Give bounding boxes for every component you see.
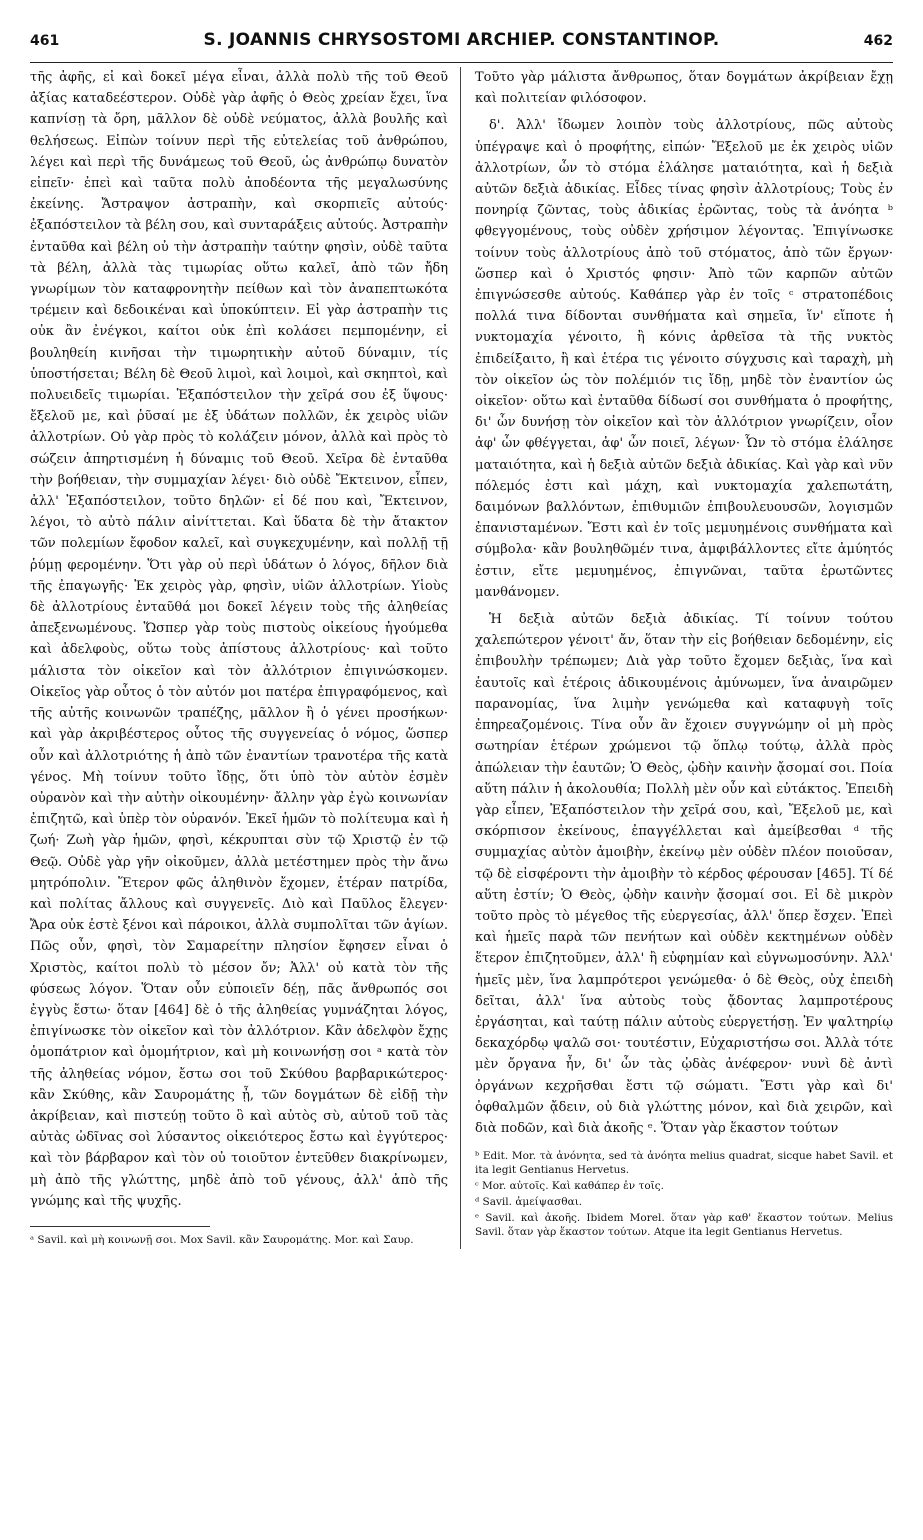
- page-header: [30, 30, 893, 63]
- right-footnotes: [475, 1149, 893, 1239]
- footnote-d: ᵈ Savil. ἀμείψασθαι.: [475, 1196, 583, 1209]
- right-paragraph-3: Ἡ δεξιὰ αὐτῶν δεξιὰ ἀδικίας. Τί τοίνυν τούτου χαλεπώτερον γένοιτ' ἄν, ὅταν τὴν εἰς βοήθειαν δεδομένην, εἰς ἐπιβουλὴν τρέπωμεν; Διὰ γὰρ τοῦτο ἔχομεν δεξιὰς, ἵνα καὶ ἑαυτοῖς καὶ ἑτέροις ἀδικουμένοις ἀμύνωμεν, ἵνα ἀναιρῶμεν παρανομίας, ἵνα λιμὴν γενώμεθα καὶ καταφυγὴ τοῖς ἐπηρεαζομένοις. Τίνα οὖν ἂν ἔχοιεν συγγνώμην οἱ μὴ πρὸς σωτηρίαν ἑτέρων χρώμενοι τῷ ὅπλῳ τούτῳ, ἀλλὰ πρὸς ἀπώλειαν τὴν ἑαυτῶν; Ὁ Θεὸς, ᾠδὴν καινὴν ᾄσομαί σοι. Ποία αὕτη πάλιν ἡ ἀκολουθία; Πολλὴ μὲν οὖν καὶ εὐτάκτος. Ἐπειδὴ γὰρ εἶπεν, Ἐξαπόστειλον τὴν χεῖρά σου, καὶ, Ἔξελοῦ με, καὶ σκόρπισον ἐκείνους, ἐπαγγέλλεται καὶ ἀμείβεσθαι ᵈ τῆς συμμαχίας αὐτὸν ἀμοιβὴν, ἐκείνῳ μὲν οὐδὲν πλέον ποιοῦσαν, τῷ δὲ εἰσφέροντι τὴν ἀμοιβὴν τὸ κέρδος φέρουσαν [465]. Τί δέ αὕτη ἐστίν; Ὁ Θεὸς, ᾠδὴν καινὴν ᾄσομαί σοι. Εἰ δὲ μικρὸν τοῦτο πρὸς τὸ μέγεθος τῆς εὐεργεσίας, ἀλλ' ὅπερ ἔσχεν. Ἐπεὶ καὶ ἡμεῖς παρὰ τῶν πενήτων καὶ οὐδὲν κεκτημένων οὐδὲν ἕτερον ἐπιζητοῦμεν, ἀλλ' ἢ εὐφημίαν καὶ εὐγνωμοσύνην. Ἀλλ' ἡμεῖς μὲν, ἵνα λαμπρότεροι γενώμεθα· ὁ δὲ Θεὸς, οὐχ ἐπειδὴ δεῖται, ἀλλ' ἵνα αὐτοὺς τοὺς ᾄδοντας λαμπροτέρους ἐργάσηται, καὶ ταύτῃ πάλιν αὐτοὺς εὐεργετήσῃ. Ἐν ψαλτηρίῳ δεκαχόρδῳ ψαλῶ σοι· τουτέστιν, Εὐχαριστήσω σοι. Ἀλλὰ τότε μὲν ὄργανα ἦν, δι' ὧν τὰς ᾠδὰς ἀνέφερον· νυνὶ δὲ ἀντὶ ὀργάνων κεχρῆσθαι ἔστι τῷ σώματι. Ἔστι γὰρ καὶ δι' ὀφθαλμῶν ᾄδειν, οὐ διὰ γλώττης μόνον, καὶ διὰ χειρῶν, καὶ διὰ ποδῶν, καὶ διὰ ἀκοῆς ᵉ. Ὅταν γὰρ ἕκαστον τούτων: [475, 612, 893, 1136]
- footnote-c: ᶜ Mor. αὐτοῖς. Καὶ καθάπερ ἐν τοῖς.: [475, 1180, 664, 1193]
- footnote-divider-left: [30, 1226, 210, 1227]
- right-paragraph-2: δ'. Ἀλλ' ἴδωμεν λοιπὸν τοὺς ἀλλοτρίους, πῶς αὐτοὺς ὑπέγραψε καὶ ὁ προφήτης, εἰπών· Ἔξελοῦ με ἐκ χειρὸς υἱῶν ἀλλοτρίων, ὧν τὸ στόμα ἐλάλησε ματαιότητα, καὶ ἡ δεξιὰ αὐτῶν δεξιὰ ἀδικίας. Εἶδες τίνας φησὶν ἀλλοτρίους; Τοὺς ἐν πονηρίᾳ ζῶντας, τοὺς ἀδικίας ἐρῶντας, τοὺς τὰ ἀνόητα ᵇ φθεγγομένους, τοὺς οὐδὲν χρήσιμον λέγοντας. Ἐπιγίνωσκε τοίνυν τοὺς ἀλλοτρίους ἀπὸ τοῦ στόματος, ἀπὸ τῶν ἔργων· ὥσπερ καὶ ὁ Χριστός φησιν· Ἀπὸ τῶν καρπῶν αὐτῶν ἐπιγνώσεσθε αὐτούς. Καθάπερ γὰρ ἐν τοῖς ᶜ στρατοπέδοις πολλά τινα δίδονται συνθήματα καὶ σημεῖα, ἵν' εἴποτε ἡ νυκτομαχία γένοιτο, ἢ κόνις ἀρθεῖσα τὰ τῆς νυκτὸς ἐπιδείξαιτο, ἢ καὶ ἑτέρα τις γένοιτο σύγχυσις καὶ ταραχὴ, μὴ τὸν οἰκεῖον ὡς τὸν πολέμιόν τις ἴδῃ, μηδὲ τὸν ἐναντίον ὡς οἰκεῖον· οὕτω καὶ ἐνταῦθα δίδωσί σοι συνθήματα ὁ προφήτης, δι' ὧν δυνήσῃ τὸν οἰκεῖον καὶ τὸν ἀλλότριον γνωρίζειν, οἷον ἀφ' ὧν φθέγγεται, ἀφ' ὧν ποιεῖ, λέγων· Ὧν τὸ στόμα ἐλάλησε ματαιότητα, καὶ ἡ δεξιὰ αὐτῶν δεξιὰ ἀδικίας. Καὶ γὰρ καὶ νῦν πόλεμός ἐστι καὶ μάχη, καὶ νυκτομαχία χαλεπωτάτη, δαιμόνων βαλλόντων, ἐπιθυμιῶν ἐπιβουλευουσῶν, λογισμῶν ἐπανισταμένων. Ἔστι καὶ ἐν τοῖς μεμυημένοις συνθήματα καὶ σύμβολα· κἂν βουληθῶμέν τινα, ἀμφιβάλλοντες εἴτε ἀμύητός ἐστιν, εἴτε μεμυημένος, ἐπιγνῶναι, ταῦτα ἐρωτῶντες μανθάνομεν.: [475, 118, 893, 600]
- two-column-body: [30, 67, 893, 1249]
- left-paragraph-1: τῆς ἀφῆς, εἰ καὶ δοκεῖ μέγα εἶναι, ἀλλὰ πολὺ τῆς τοῦ Θεοῦ ἀξίας καταδεέστερον. Οὐδὲ γὰρ ἀφῆς ὁ Θεὸς χρείαν ἔχει, ἵνα καπνίσῃ τὰ ὄρη, μᾶλλον δὲ οὐδὲ νεύματος, ἀλλὰ βουλῆς καὶ θελήσεως. Εἰπὼν τοίνυν περὶ τῆς εὐτελείας τοῦ ἀνθρώπου, λέγει καὶ περὶ τῆς δυνάμεως τοῦ Θεοῦ, ὡς ἀνθρώπῳ δυνατὸν εἰπεῖν· ἐπεὶ καὶ ταῦτα πολὺ ἀποδέοντα τῆς μεγαλωσύνης ἐκείνης. Ἄστραψον ἀστραπὴν, καὶ σκορπιεῖς αὐτούς· ἐξαπόστειλον τὰ βέλη σου, καὶ συνταράξεις αὐτούς. Ἀστραπὴν ἐνταῦθα καὶ βέλη οὐ τὴν ἀστραπὴν ταύτην φησὶν, οὐδὲ ταῦτα τὰ βέλη, ἀλλὰ τὰς τιμωρίας οὕτω καλεῖ, ἀπὸ τῶν ἤδη γνωρίμων τὸν καταφρονητὴν πείθων καὶ τὸν ἀναπεπτωκότα τρέμειν καὶ δεδοικέναι καὶ ὑποκύπτειν. Εἰ γὰρ ἀστραπὴν τις οὐκ ἂν ἐνέγκοι, καίτοι οὐκ ἐπὶ κολάσει πεμπομένην, εἰ βουληθείη κινῆσαι τὴν τιμωρητικὴν αὐτοῦ δύναμιν, τίς ὑποστήσεται; Βέλη δὲ Θεοῦ λιμοὶ, καὶ λοιμοὶ, καὶ σκηπτοὶ, καὶ πολυειδεῖς τιμωρίαι. Ἐξαπόστειλον τὴν χεῖρά σου ἐξ ὕψους· ἔξελοῦ με, καὶ ῥῦσαί με ἐξ ὑδάτων πολλῶν, ἐκ χειρὸς υἱῶν ἀλλοτρίων. Οὐ γὰρ πρὸς τὸ κολάζειν μόνον, ἀλλὰ καὶ πρὸς τὸ σώζειν ἀπηρτισμένη ἡ δύναμις τοῦ Θεοῦ. Χεῖρα δὲ ἐνταῦθα τὴν βοήθειαν, τὴν συμμαχίαν λέγει· διὸ οὐδὲ Ἔκτεινον, εἶπεν, ἀλλ' Ἐξαπόστειλον, τοῦτο δηλῶν· εἰ δέ που καὶ, Ἔκτεινον, λέγοι, τὸ αὐτὸ πάλιν αἰνίττεται. Καὶ ὕδατα δὲ τὴν ἄτακτον τῶν πολεμίων ἔφοδον καλεῖ, καὶ συγκεχυμένην, καὶ πολλῇ τῇ ῥύμῃ φερομένην. Ὅτι γὰρ οὐ περὶ ὑδάτων ὁ λόγος, δῆλον διὰ τῆς ἐπαγωγῆς· Ἐκ χειρὸς γὰρ, φησὶν, υἱῶν ἀλλοτρίων. Υἱοὺς δὲ ἀλλοτρίους ἐνταῦθά μοι δοκεῖ λέγειν τοὺς τῆς ἀληθείας ἀπεξενωμένους. Ὥσπερ γὰρ τοὺς πιστοὺς οἰκείους ἡγούμεθα καὶ ἀδελφοὺς, οὕτω τοὺς ἀπίστους ἀλλοτρίους· καὶ τοῦτο μάλιστα τὸν οἰκεῖον καὶ τὸν ἀλλότριον ἐπιγινώσκομεν. Οἰκεῖος γὰρ οὗτος ὁ τὸν αὐτόν μοι πατέρα ἐπιγραφόμενος, καὶ τῆς αὐτῆς κοινωνῶν τραπέζης, μᾶλλον ἢ ὁ γένει προσήκων· καὶ γὰρ ἀκριβέστερος οὗτος τῆς συγγενείας ὁ νόμος, ὥσπερ οὖν καὶ ἀλλοτριότης ἡ ἀπὸ τῶν ἐναντίων τρανοτέρα τῆς κατὰ γένος. Μὴ τοίνυν τοῦτο ἴδῃς, ὅτι ὑπὸ τὸν αὐτὸν ἐσμὲν οὐρανὸν καὶ τὴν αὐτὴν οἰκουμένην· ἄλλην γὰρ ἐγὼ κοινωνίαν ἐπιζητῶ, καὶ ὑπὲρ τὸν οὐρανόν. Ἐκεῖ ἡμῶν τὸ πολίτευμα καὶ ἡ ζωή· Ζωὴ γὰρ ἡμῶν, φησὶ, κέκρυπται σὺν τῷ Χριστῷ ἐν τῷ Θεῷ. Οὐδὲ γὰρ γῆν οἰκοῦμεν, ἀλλὰ μετέστημεν πρὸς τὴν ἄνω μητρόπολιν. Ἕτερον φῶς ἀληθινὸν ἔχομεν, ἑτέραν πατρίδα, καὶ πολίτας ἄλλους καὶ συγγενεῖς. Διὸ καὶ Παῦλος ἔλεγεν· Ἄρα οὐκ ἐστὲ ξένοι καὶ πάροικοι, ἀλλὰ συμπολῖται τῶν ἁγίων. Πῶς οὖν, φησὶ, τὸν Σαμαρείτην πλησίον ἔφησεν εἶναι ὁ Χριστὸς, καίτοι πολὺ τὸ μέσον ὄν; Ἀλλ' οὐ κατὰ τὸν τῆς φύσεως λόγον. Ὅταν οὖν εὐποιεῖν δέῃ, πᾶς ἄνθρωπός σοι ἐγγὺς ἔστω· ὅταν [464] δὲ ὁ τῆς ἀληθείας γυμνάζηται λόγος, ἐπιγίνωσκε τὸν οἰκεῖον καὶ τὸν ἀλλότριον. Κἂν ἀδελφὸν ἔχῃς ὁμοπάτριον καὶ ὁμομήτριον, καὶ μὴ κοινωνήσῃ σοι ᵃ κατὰ τὸν τῆς ἀληθείας νόμον, ἔστω σοι τοῦ Σκύθου βαρβαρικώτερος· κἂν Σκύθης, κἂν Σαυρομάτης ᾖ, τῶν δογμάτων δὲ εἰδῇ τὴν ἀκρίβειαν, καὶ πιστεύῃ τοῦτο ὃ καὶ αὐτὸς σὺ, αὐτοῦ τοῦ τὰς αὐτὰς ὠδῖνας σοὶ λύσαντος οἰκειότερος ἔστω καὶ ἐγγύτερος· καὶ τὸν βάρβαρον καὶ τὸν οὐ τοιοῦτον ἐντεῦθεν διακρίνωμεν, μὴ ἀπὸ τῆς γλώττης, μηδὲ ἀπὸ τοῦ γένους, ἀλλ' ἀπὸ τῆς γνώμης καὶ τῆς ψυχῆς.: [30, 70, 448, 1209]
- right-paragraph-1: Τοῦτο γὰρ μάλιστα ἄνθρωπος, ὅταν δογμάτων ἀκρίβειαν ἔχῃ καὶ πολιτείαν φιλόσοφον.: [475, 70, 893, 107]
- footnote-a: ᵃ Savil. καὶ μὴ κοινωνῇ σοι. Mox Savil. κἂν Σαυρομάτης. Mor. καὶ Σαυρ.: [30, 1233, 414, 1246]
- right-page-number: 462: [863, 33, 893, 49]
- footnote-b: ᵇ Edit. Mor. τὰ ἀνόνητα, sed τὰ ἀνόητα melius quadrat, sicque habet Savil. et ita legit Gentianus Hervetus.: [475, 1150, 893, 1177]
- right-column: [475, 67, 893, 1249]
- footnote-e: ᵉ Savil. καὶ ἀκοῆς. Ibidem Morel. ὅταν γὰρ καθ' ἕκαστον τούτων. Melius Savil. ὅταν γὰρ ἕκαστον τούτων. Atque ita legit Gentianus Hervetus.: [475, 1212, 893, 1239]
- left-page-number: 461: [30, 33, 60, 49]
- left-column: [30, 67, 461, 1249]
- running-title: S. JOANNIS CHRYSOSTOMI ARCHIEP. CONSTANTINOP.: [203, 30, 720, 50]
